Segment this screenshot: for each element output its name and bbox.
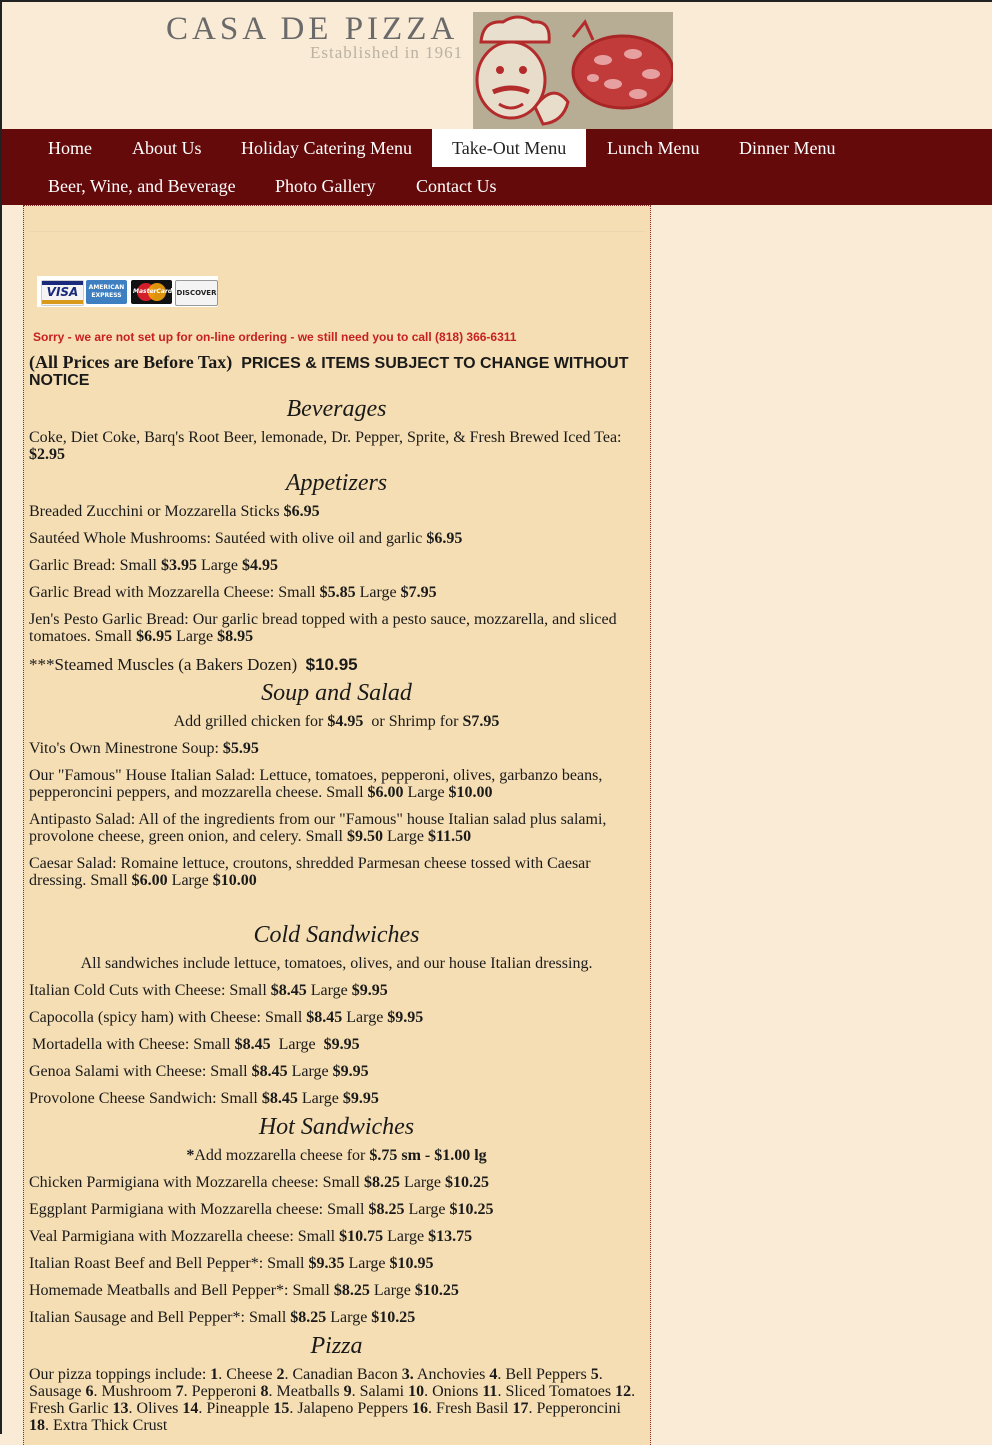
menu-item: Sautéed Whole Mushrooms: Sautéed with olive oil and garlic $6.95 [29, 530, 463, 547]
nav-contact-us[interactable]: Contact Us [416, 176, 497, 196]
menu-intro: All sandwiches include lettuce, tomatoes, olives, and our house Italian dressing. [80, 955, 593, 972]
menu-item: Caesar Salad: Romaine lettuce, croutons, shredded Parmesan cheese tossed with Caesar dressing. Small $6.00 Large $10.00 [29, 855, 591, 889]
section-title-cold-sandwiches: Cold Sandwiches [253, 922, 420, 948]
menu-item: Genoa Salami with Cheese: Small $8.45 Large $9.95 [29, 1063, 369, 1080]
menu-item: Breaded Zucchini or Mozzarella Sticks $6.95 [29, 503, 320, 520]
online-ordering-notice: Sorry - we are not set up for on-line ordering - we still need you to call (818) 366-6311 [33, 330, 517, 344]
menu-item: Veal Parmigiana with Mozzarella cheese: Small $10.75 Large $13.75 [29, 1228, 473, 1245]
mastercard-icon: MasterCard [131, 280, 172, 304]
site-tagline: Established in 1961 [310, 43, 464, 62]
section-title-beverages: Beverages [286, 396, 387, 422]
menu-content [23, 205, 651, 1445]
change-notice: PRICES & ITEMS SUBJECT TO CHANGE WITHOUT NOTICE [29, 355, 629, 389]
menu-item: Our "Famous" House Italian Salad: Lettuce, tomatoes, pepperoni, olives, garbanzo beans, pepperoncini peppers, and mozzarella cheese. Small $6.00 Large $10.00 [29, 767, 603, 801]
menu-item: Homemade Meatballs and Bell Pepper*: Small $8.25 Large $10.25 [29, 1282, 459, 1299]
nav-about-us[interactable]: About Us [132, 138, 202, 158]
menu-item: Mortadella with Cheese: Small $8.45 Large $9.95 [32, 1036, 360, 1053]
menu-addon: *Add mozzarella cheese for $.75 sm - $1.00 lg [186, 1147, 487, 1164]
menu-item: Vito's Own Minestrone Soup: $5.95 [29, 740, 259, 757]
section-title-hot-sandwiches: Hot Sandwiches [258, 1114, 415, 1140]
menu-item: Italian Sausage and Bell Pepper*: Small $8.25 Large $10.25 [29, 1309, 416, 1326]
nav-take-out-menu[interactable]: Take-Out Menu [432, 129, 586, 167]
price-notice [29, 354, 644, 389]
section-title-soup-salad: Soup and Salad [261, 680, 412, 706]
menu-item: Jen's Pesto Garlic Bread: Our garlic bread topped with a pesto sauce, mozzarella, and sliced tomatoes. Small $6.95 Large $8.95 [29, 611, 617, 645]
main-nav [2, 129, 992, 205]
menu-item: Garlic Bread with Mozzarella Cheese: Small $5.85 Large $7.95 [29, 584, 437, 601]
site-title[interactable]: CASA DE PIZZA [166, 11, 459, 47]
discover-card-icon: DISCOVER [175, 280, 218, 306]
menu-item: Italian Cold Cuts with Cheese: Small $8.45 Large $9.95 [29, 982, 388, 999]
nav-holiday-catering-menu[interactable]: Holiday Catering Menu [241, 138, 412, 158]
menu-item: ***Steamed Muscles (a Bakers Dozen) $10.95 [29, 655, 358, 674]
site-header [2, 2, 992, 129]
nav-dinner-menu[interactable]: Dinner Menu [739, 138, 836, 158]
menu-item: Provolone Cheese Sandwich: Small $8.45 Large $9.95 [29, 1090, 379, 1107]
menu-item: Garlic Bread: Small $3.95 Large $4.95 [29, 557, 278, 574]
chef-logo-image [473, 12, 673, 129]
nav-beer-wine-beverage[interactable]: Beer, Wine, and Beverage [48, 176, 236, 196]
nav-lunch-menu[interactable]: Lunch Menu [607, 138, 700, 158]
tax-notice: (All Prices are Before Tax) [29, 352, 233, 372]
amex-card-icon: AMERICAN EXPRESS [86, 280, 127, 304]
menu-addon: Add grilled chicken for $4.95 or Shrimp for S7.95 [173, 713, 500, 730]
pizza-toppings: Our pizza toppings include: 1. Cheese 2. Canadian Bacon 3. Anchovies 4. Bell Peppers 5. Sausage 6. Mushroom 7. Pepperoni 8. Meatballs 9. Salami 10. Onions 11. Sliced Tomatoes 12. Fresh Garlic 13. Olives 14. Pineapple 15. Jalapeno Peppers 16. Fresh Basil 17. Pepperoncini 18. Extra Thick Crust [29, 1366, 636, 1434]
divider [29, 231, 645, 232]
nav-home[interactable]: Home [48, 138, 92, 158]
visa-card-icon: VISA [41, 280, 84, 306]
menu-item: Capocolla (spicy ham) with Cheese: Small $8.45 Large $9.95 [29, 1009, 424, 1026]
menu-item: Eggplant Parmigiana with Mozzarella cheese: Small $8.25 Large $10.25 [29, 1201, 494, 1218]
section-title-appetizers: Appetizers [285, 470, 388, 496]
nav-photo-gallery[interactable]: Photo Gallery [275, 176, 376, 196]
menu-item: Chicken Parmigiana with Mozzarella cheese: Small $8.25 Large $10.25 [29, 1174, 490, 1191]
section-title-pizza: Pizza [310, 1333, 363, 1359]
menu-item: Italian Roast Beef and Bell Pepper*: Small $9.35 Large $10.95 [29, 1255, 434, 1272]
menu-item: Antipasto Salad: All of the ingredients from our "Famous" house Italian salad plus salami, provolone cheese, green onion, and celery. Small $9.50 Large $11.50 [29, 811, 607, 845]
accepted-cards [37, 276, 218, 307]
menu-item: Coke, Diet Coke, Barq's Root Beer, lemonade, Dr. Pepper, Sprite, & Fresh Brewed Iced Tea: $2.95 [29, 429, 622, 463]
